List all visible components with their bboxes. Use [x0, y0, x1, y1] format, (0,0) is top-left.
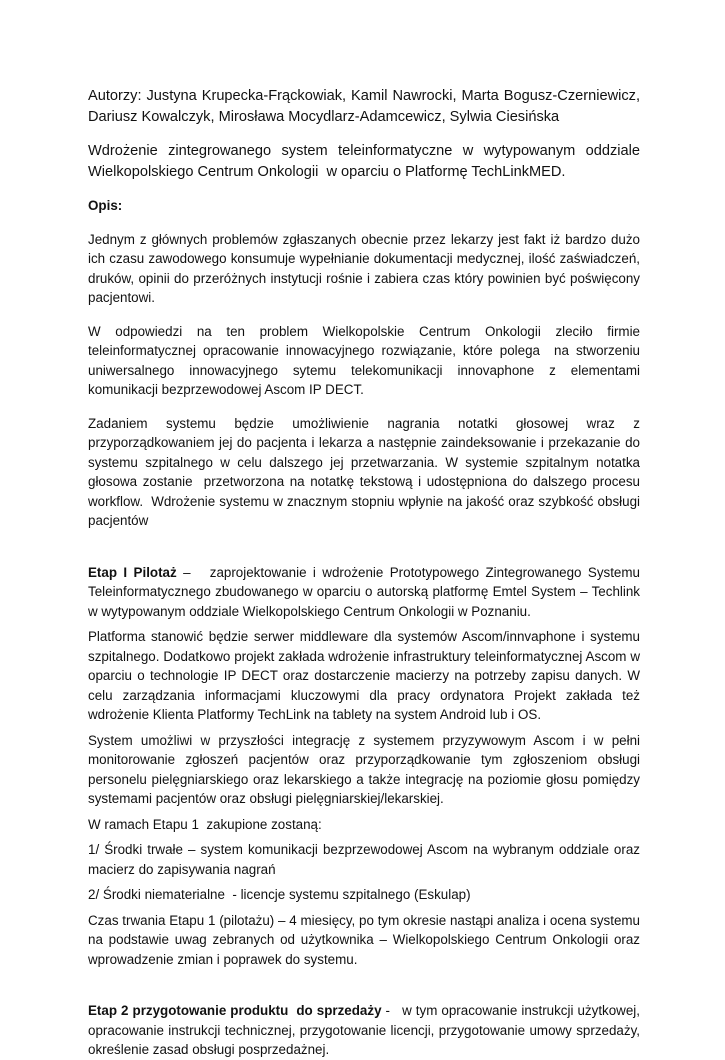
etap1-paragraph-6: Czas trwania Etapu 1 (pilotażu) – 4 miesięcy, po tym okresie nastąpi analiza i ocena systemu na podstawie uwag zebranych od użytkownika – Wielkopolskiego Centrum Onkologii oraz wprowadzenie zmian i poprawek do systemu. [88, 912, 644, 967]
etap1-paragraph-1: Platforma stanowić będzie serwer middleware dla systemów Ascom/innvaphone i systemu szpitalnego. Dodatkowo projekt zakłada wdrożenie infrastruktury teleinformatycznej Ascom w oparciu o technologie IP DECT oraz dostarczenie macierzy na potrzeby zapisu danych. W celu zarządzania informacjami kluczowymi dla pracy ordynatora Projekt zakłada też wdrożenie Klienta Platformy TechLink na tablety na system Android lub i OS. [88, 629, 644, 722]
etap2-text: - w tym opracowanie instrukcji użytkowej, opracowanie instrukcji technicznej, przygotowanie licencji, przygotowanie umowy sprzedaży, określenie zasad obsługi posprzedażnej. [88, 1003, 644, 1057]
etap1-paragraph-5: 2/ Środki niematerialne - licencje systemu szpitalnego (Eskulap) [88, 887, 471, 902]
etap2-label: Etap 2 przygotowanie produktu do sprzedaży [88, 1003, 382, 1018]
document-title: Wdrożenie zintegrowanego system teleinformatyczne w wytypowanym oddziale Wielkopolskiego Centrum Onkologii w oparciu o Platformę TechLinkMED. [88, 143, 645, 180]
etap1-intro-text: – zaprojektowanie i wdrożenie Prototypowego Zintegrowanego Systemu Teleinformatycznego zbudowanego w oparciu o autorską platformę Emtel System – Techlink w wytypowanym oddziale Wielkopolskiego Centrum Onkologii w Poznaniu. [88, 564, 644, 619]
etap1-label: Etap I Pilotaż [88, 564, 177, 580]
opis-heading: Opis: [88, 198, 123, 213]
opis-paragraph-3: Zadaniem systemu będzie umożliwienie nagrania notatki głosowej wraz z przyporządkowaniem jej do pacjenta i lekarza a następnie zaindeksowanie i przekazanie do systemu szpitalnego w celu dalszego jej przetwarzania. W systemie szpitalnym notatka głosowa zostanie przetworzona na notatkę tekstową i udostępniona do dalszego procesu workflow. Wdrożenie systemu w znacznym stopniu wpłynie na jakość oraz szybkość obsługi pacjentów [88, 415, 644, 528]
etap1-paragraph-4: 1/ Środki trwałe – system komunikacji bezprzewodowej Ascom na wybranym oddziale oraz macierz do zapisywania nagrań [88, 842, 644, 877]
etap1-intro [88, 563, 644, 622]
etap1-paragraph-2: System umożliwi w przyszłości integrację z systemem przyzywowym Ascom i w pełni monitorowanie zgłoszeń pacjentów oraz przyporządkowanie tym zgłoszeniom obsługi personelu pielęgniarskiego oraz lekarskiego a także integrację na poziomie głosu pomiędzy systemami pacjentów oraz obsługi pielęgniarskiej/lekarskiej. [88, 732, 644, 806]
opis-paragraph-2: W odpowiedzi na ten problem Wielkopolskie Centrum Onkologii zleciło firmie teleinformatycznej opracowanie innowacyjnego rozwiązanie, które polega na stworzeniu uniwersalnego innowacyjnego sytemu telekomunikacji innovaphone z elementami komunikacji bezprzewodowej Ascom IP DECT. [88, 323, 644, 397]
document-page [88, 86, 645, 1060]
authors-line: Autorzy: Justyna Krupecka-Frąckowiak, Kamil Nawrocki, Marta Bogusz-Czerniewicz, Dariusz Kowalczyk, Mirosława Mocydlarz-Adamcewicz, Sylwia Ciesińska [88, 88, 645, 125]
etap1-paragraph-3: W ramach Etapu 1 zakupione zostaną: [88, 816, 322, 832]
opis-paragraph-1: Jednym z głównych problemów zgłaszanych obecnie przez lekarzy jest fakt iż bardzo dużo ich czasu zawodowego konsumuje wypełnianie dokumentacji medycznej, ilość zaświadczeń, druków, opinii do przeróżnych instytucji rośnie i zabiera czas który powinien być poświęcony pacjentowi. [88, 231, 644, 305]
etap2-paragraph [88, 1001, 644, 1060]
